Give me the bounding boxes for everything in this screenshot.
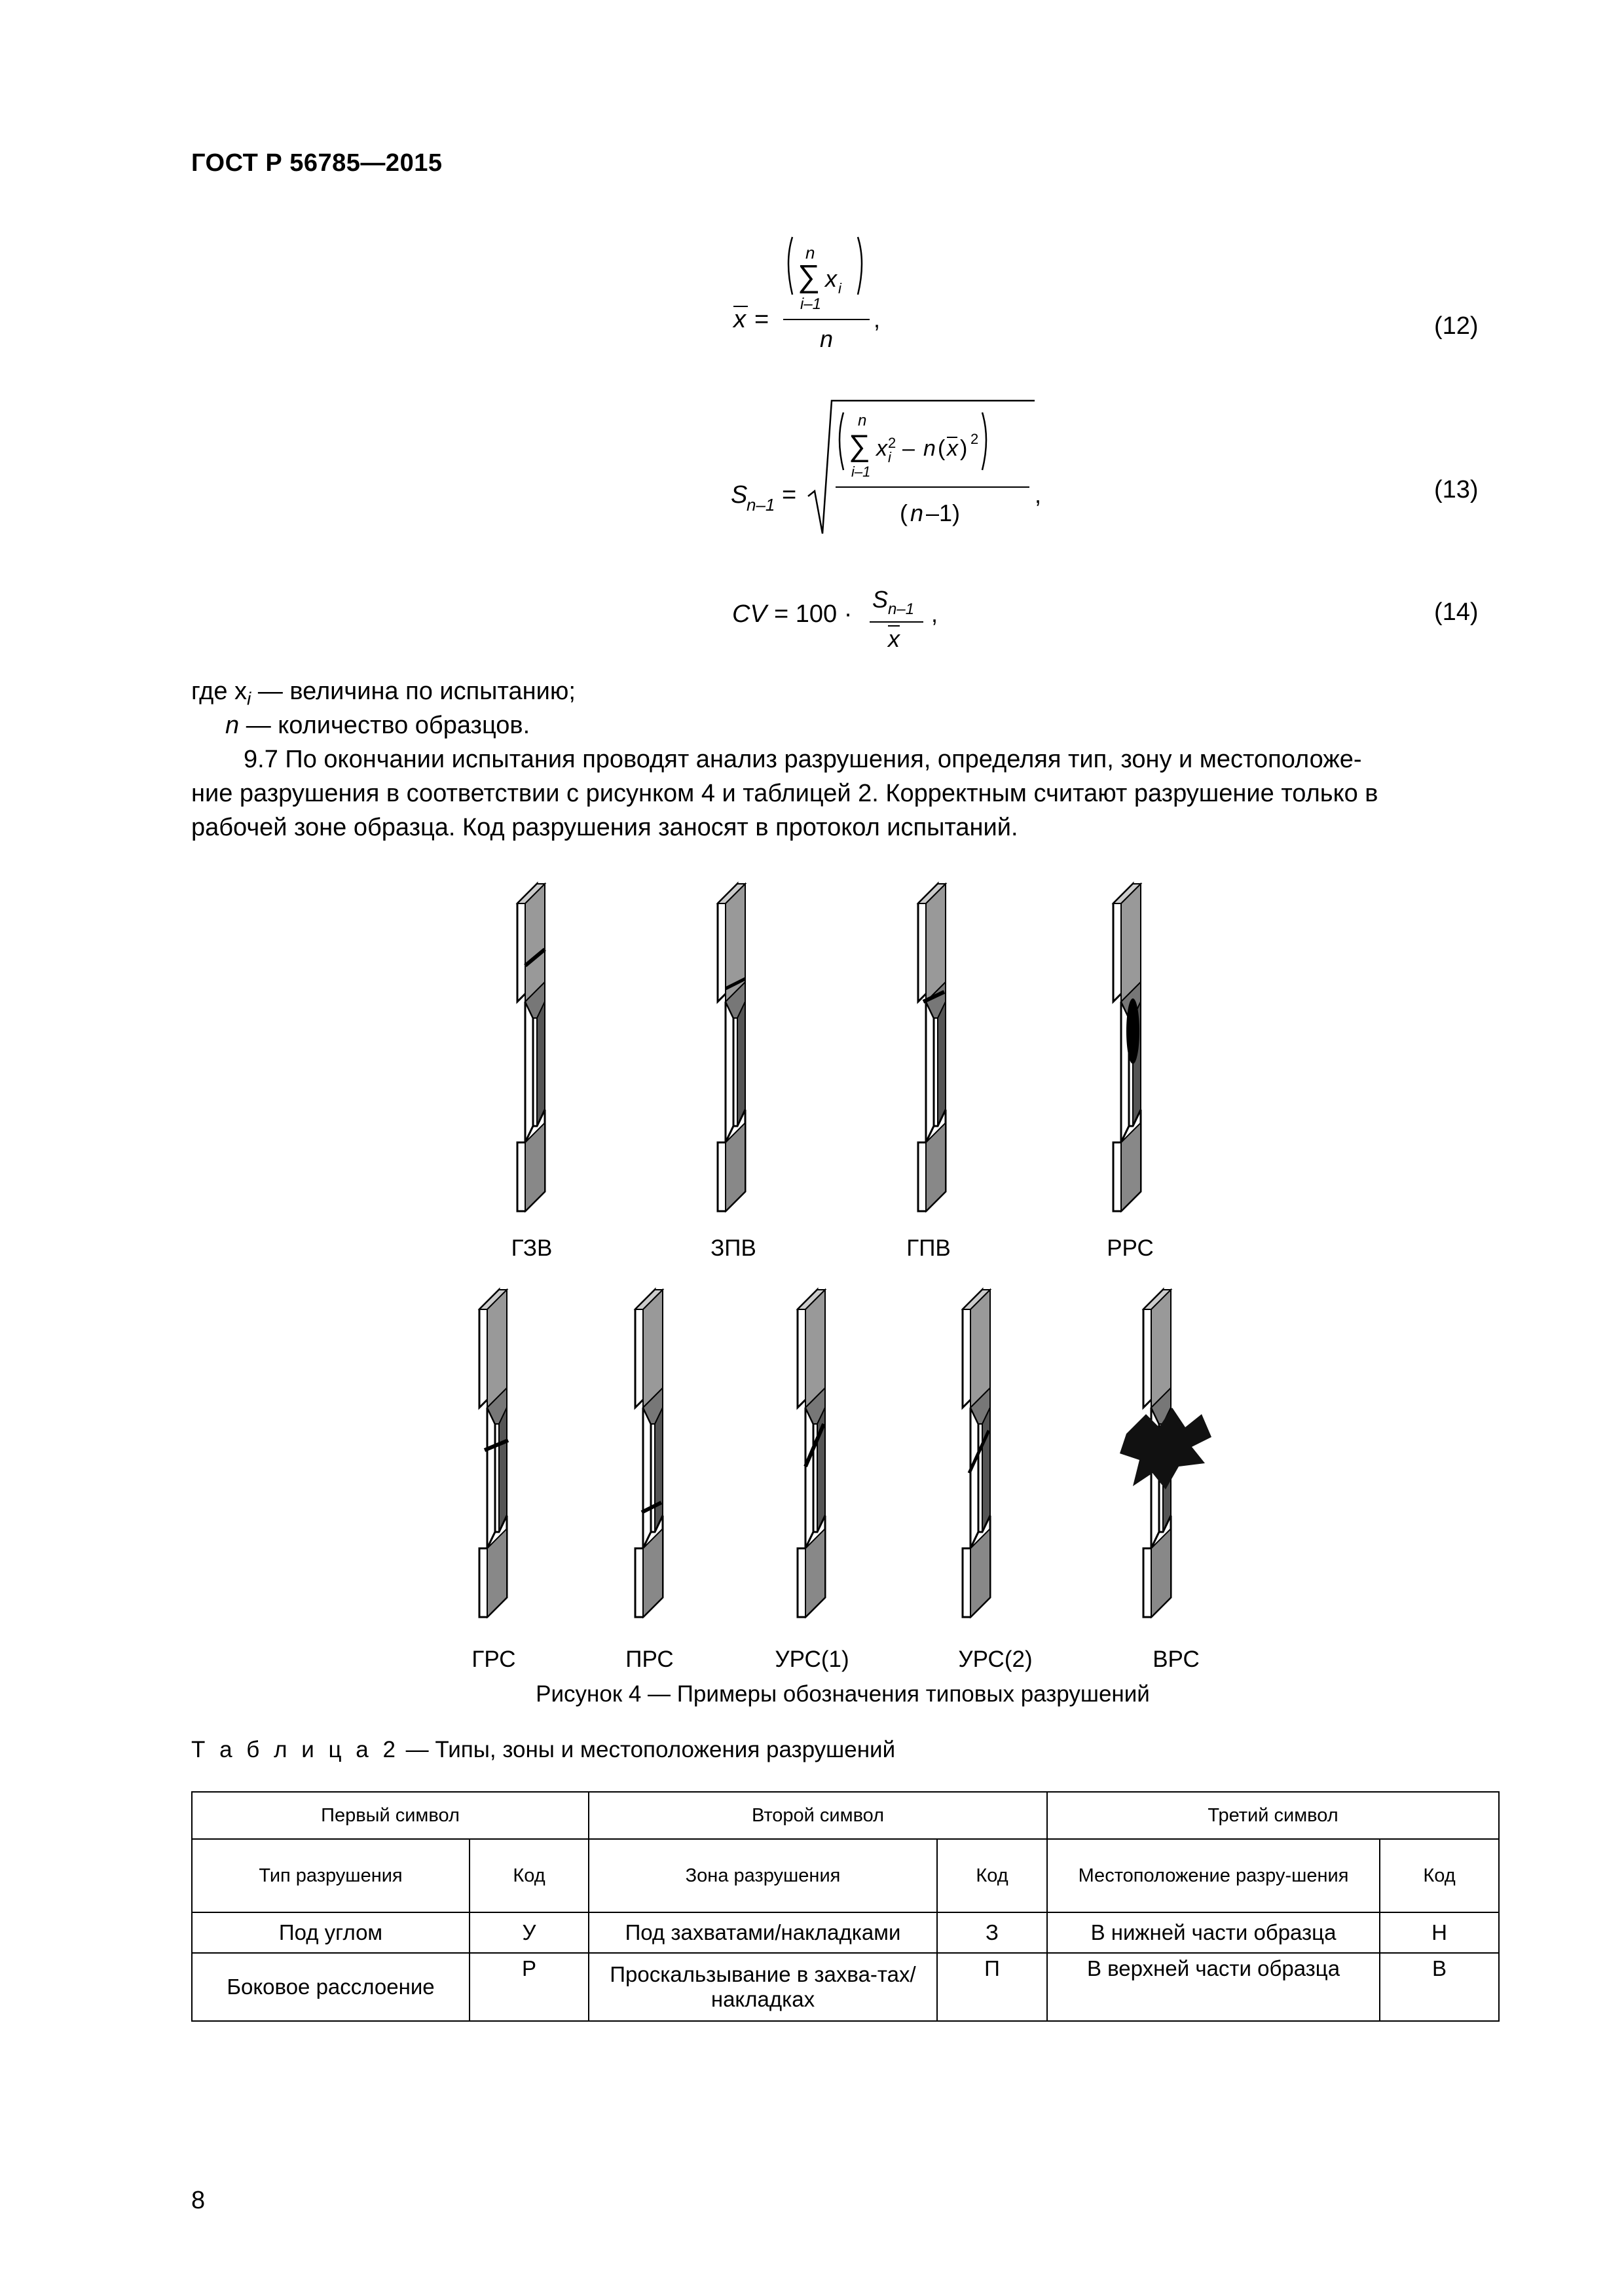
label-rrs: РРС [1107, 1235, 1154, 1261]
svg-text:n: n [805, 243, 815, 263]
svg-text:–1): –1) [926, 500, 961, 526]
cell-code-3: Н [1380, 1912, 1499, 1953]
svg-text:=: = [754, 306, 769, 333]
svg-text:i–1: i–1 [851, 464, 871, 480]
legend-line-2: n — количество образцов. [225, 712, 530, 739]
document-id: ГОСТ Р 56785—2015 [191, 149, 443, 177]
svg-text:=: = [782, 481, 797, 509]
svg-text:2: 2 [970, 431, 979, 447]
cell-type: Боковое расслоение [192, 1953, 470, 2021]
cell-code-2: З [937, 1912, 1047, 1953]
svg-text:∑: ∑ [849, 428, 870, 462]
header-first-symbol: Первый символ [192, 1792, 589, 1839]
svg-text:n: n [910, 500, 924, 526]
label-prs: ПРС [625, 1647, 674, 1672]
header-type: Тип разрушения [192, 1839, 470, 1912]
svg-text:S: S [731, 481, 748, 509]
svg-text:x: x [876, 436, 887, 461]
legend-line-1: где $x_i$ — величина по испытанию; [191, 678, 576, 709]
specimen-prs [635, 1290, 663, 1617]
label-zpv: ЗПВ [710, 1235, 756, 1261]
svg-text:n–1: n–1 [888, 600, 915, 618]
svg-text:n: n [858, 412, 867, 429]
svg-text:x: x [733, 306, 746, 333]
header-code-3: Код [1380, 1839, 1499, 1912]
svg-text:(: ( [900, 500, 908, 526]
cell-code-2: П [937, 1953, 1047, 2021]
table-title: Т а б л и ц а 2 — Типы, зоны и местоположения разрушений [191, 1737, 896, 1762]
paragraph-line-2: ние разрушения в соответствии с рисунком 4 и таблицей 2. Корректным считают разрушение только в [191, 780, 1378, 807]
table-row [192, 1912, 1499, 1953]
specimen-zpv [718, 884, 745, 1211]
svg-text:,: , [874, 306, 881, 333]
cell-code-3: В [1380, 1953, 1499, 2021]
cell-location: В верхней части образца [1047, 1953, 1380, 2021]
table-row [192, 1953, 1499, 2021]
svg-text:∑: ∑ [798, 259, 821, 294]
header-code-2: Код [937, 1839, 1047, 1912]
figure-row-2 [419, 1277, 1270, 1630]
svg-text:S: S [872, 586, 889, 613]
formula-13 [727, 393, 1067, 543]
specimen-urs2 [963, 1290, 990, 1617]
paragraph-line-3: рабочей зоне образца. Код разрушения заносят в протокол испытаний. [191, 814, 1018, 841]
cell-zone: Под захватами/накладками [589, 1912, 937, 1953]
paragraph-line-1: 9.7 По окончании испытания проводят анализ разрушения, определяя тип, зону и местоположе- [244, 746, 1362, 773]
figure-caption: Рисунок 4 — Примеры обозначения типовых разрушений [536, 1681, 1150, 1707]
svg-text:CV: CV [732, 600, 767, 628]
svg-text:i: i [888, 449, 891, 465]
label-urs2: УРС(2) [958, 1647, 1033, 1672]
specimen-gzv [517, 884, 545, 1211]
svg-text:2: 2 [888, 435, 896, 451]
specimen-grs [479, 1290, 507, 1617]
cell-code-1: Р [470, 1953, 589, 2021]
cell-location: В нижней части образца [1047, 1912, 1380, 1953]
page-number: 8 [191, 2187, 206, 2214]
header-location: Местоположение разру-шения [1047, 1839, 1380, 1912]
svg-text:n: n [820, 325, 834, 352]
formula-14-number: (14) [1434, 598, 1479, 626]
cell-zone: Проскальзывание в захва-тах/накладках [589, 1953, 937, 2021]
svg-text:x: x [888, 625, 900, 652]
header-second-symbol: Второй символ [589, 1792, 1047, 1839]
formula-14 [727, 570, 976, 661]
svg-text:n–1: n–1 [747, 495, 775, 515]
header-zone: Зона разрушения [589, 1839, 937, 1912]
svg-text:x: x [947, 436, 958, 461]
header-code-1: Код [470, 1839, 589, 1912]
figure-row-1 [458, 864, 1244, 1231]
specimen-gpv [918, 884, 946, 1211]
formula-12 [720, 223, 917, 367]
svg-text:,: , [1035, 481, 1042, 508]
svg-text:n: n [923, 436, 936, 461]
table-column-header-row [192, 1839, 1499, 1912]
table-group-header-row [192, 1792, 1499, 1839]
svg-text:(: ( [938, 436, 946, 461]
svg-text:x: x [825, 265, 837, 292]
label-gpv: ГПВ [906, 1235, 951, 1261]
label-urs1: УРС(1) [775, 1647, 849, 1672]
formula-13-number: (13) [1434, 476, 1479, 503]
svg-text:–: – [902, 436, 915, 461]
svg-text:i: i [838, 280, 841, 297]
header-third-symbol: Третий символ [1047, 1792, 1499, 1839]
svg-text:= 100 ·: = 100 · [774, 600, 853, 628]
failure-types-table [191, 1791, 1500, 2022]
label-grs: ГРС [471, 1647, 516, 1672]
svg-text:,: , [931, 600, 938, 627]
svg-text:i–1: i–1 [800, 295, 822, 313]
label-gzv: ГЗВ [511, 1235, 553, 1261]
cell-type: Под углом [192, 1912, 470, 1953]
cell-code-1: У [470, 1912, 589, 1953]
svg-text:): ) [960, 436, 968, 461]
formula-12-number: (12) [1434, 312, 1479, 340]
label-vrs: ВРС [1153, 1647, 1200, 1672]
